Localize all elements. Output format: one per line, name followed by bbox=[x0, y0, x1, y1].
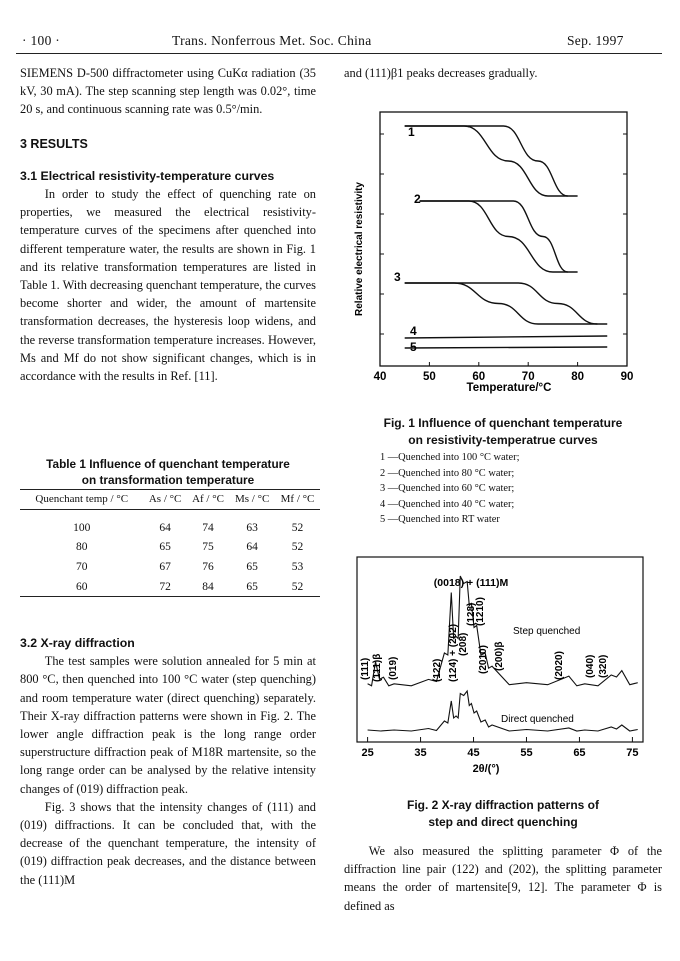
fig1-x-tick-label: 60 bbox=[472, 371, 486, 383]
issue-date: Sep. 1997 bbox=[567, 33, 624, 48]
fig1-note: 2 —Quenched into 80 °C water; bbox=[380, 467, 515, 479]
table-header-cell: Quenchant temp / °C bbox=[35, 493, 129, 505]
fig1-caption-line-2: on resistivity-temperatrue curves bbox=[408, 433, 598, 447]
left-column-bottom bbox=[20, 634, 316, 889]
fig2-caption-line-2: step and direct quenching bbox=[428, 815, 578, 829]
table-row bbox=[20, 518, 320, 538]
fig1-x-label: Temperature/°C bbox=[466, 382, 552, 394]
fig2-x-tick-label: 35 bbox=[414, 747, 427, 759]
fig2-x-tick-label: 45 bbox=[467, 747, 480, 759]
fig1-plot-box bbox=[380, 112, 627, 366]
fig2-peak-label: (2010) bbox=[478, 645, 489, 674]
fig1-x-tick-label: 70 bbox=[521, 371, 535, 383]
section-3-1-paragraph: In order to study the effect of quenching rate on properties, we measured the electrical resistivity-temperature curves of the specimens after quenched into different temperature water, the results are shown in Fig. 1 and its relative transformation temperatures are listed in Table 1. With decreasing quenchant temperature, the curves become shorter and wider, the amount of martensite transformation decreases, the hysteresis loop widens, and the reverse transformation temperature increases. However, Ms and Mf do not show significant changes, which is in accordance with the results in Ref. [11]. bbox=[20, 187, 317, 384]
table-cell: 65 bbox=[246, 580, 258, 593]
table-cell: 63 bbox=[246, 521, 258, 534]
table-row bbox=[20, 538, 320, 558]
table-header-cell: As / °C bbox=[148, 493, 182, 505]
fig1-curve-label: 5 bbox=[410, 340, 417, 354]
section-3-2-heading: 3.2 X-ray diffraction bbox=[20, 636, 135, 650]
table-row bbox=[20, 577, 320, 597]
intro-paragraph: SIEMENS D-500 diffractometer using CuKα radiation (35 kV, 30 mA). The step scanning step length was 0.02°, time 20 s, and continuous scanning rate was 0.5°/min. bbox=[20, 66, 316, 117]
right-top-line: and (111)β1 peaks decreases gradually. bbox=[344, 66, 538, 80]
section-3-heading: 3 RESULTS bbox=[20, 136, 88, 151]
fig2-x-ticks bbox=[361, 737, 638, 759]
fig2-peak-label: (122) bbox=[432, 658, 443, 682]
table-cell: 74 bbox=[202, 521, 214, 534]
table-cell: 52 bbox=[291, 580, 304, 593]
fig2-x-tick-label: 55 bbox=[520, 747, 533, 759]
table-top-rule bbox=[20, 489, 320, 490]
fig1-chart bbox=[344, 104, 662, 404]
fig1-frame bbox=[380, 112, 627, 366]
fig2-trace-direct bbox=[368, 691, 638, 731]
table-cell: 67 bbox=[159, 560, 171, 573]
table-cell: 60 bbox=[75, 580, 88, 593]
table-cell: 100 bbox=[73, 521, 91, 534]
table-cell: 52 bbox=[291, 521, 304, 534]
table-cell: 72 bbox=[159, 580, 171, 593]
fig2-peak-label: (200)β bbox=[494, 641, 505, 671]
fig2-peak-label: (320) bbox=[598, 654, 609, 678]
fig1-curve-label: 1 bbox=[408, 125, 415, 139]
fig1-curve-3-cooling bbox=[405, 283, 608, 324]
fig1-curve-5 bbox=[405, 347, 608, 348]
table-row bbox=[20, 557, 320, 577]
table-cell: 65 bbox=[246, 560, 258, 573]
fig2-peak-labels bbox=[360, 597, 609, 682]
fig2-peak-label: (111)β bbox=[372, 653, 383, 682]
fig1-curve-1-heating bbox=[405, 126, 568, 196]
journal-title: Trans. Nonferrous Met. Soc. China bbox=[172, 33, 372, 48]
page-number: · 100 · bbox=[22, 33, 61, 48]
table-1 bbox=[20, 492, 320, 597]
fig1-note: 4 —Quenched into 40 °C water; bbox=[380, 498, 515, 510]
fig2-x-tick-label: 25 bbox=[361, 747, 374, 759]
fig1-x-tick-label: 80 bbox=[571, 371, 584, 383]
section-3-1-heading: 3.1 Electrical resistivity-temperature curves bbox=[20, 168, 275, 183]
fig2-peak-label: (040) bbox=[585, 654, 596, 678]
fig1-curves bbox=[405, 126, 608, 348]
fig1-curve-2-heating bbox=[420, 201, 568, 272]
table-cell: 70 bbox=[75, 560, 88, 573]
table-cell: 76 bbox=[202, 560, 214, 573]
fig2-x-tick-label: 65 bbox=[573, 747, 586, 759]
fig1-curve-2-cooling bbox=[420, 201, 578, 272]
fig2-caption-line-1: Fig. 2 X-ray diffraction patterns of bbox=[406, 798, 600, 812]
fig1-x-tick-label: 40 bbox=[373, 371, 387, 383]
fig1-caption bbox=[344, 415, 662, 449]
table-cell: 52 bbox=[291, 541, 304, 554]
section-3-2-paragraph: The test samples were solution annealed for 5 min at 800 °C, then quenched into 100 °C water (step quenching) and room temperature water (direct quenching) separately. Their X-ray diffraction patterns were shown in Fig. 2. The lower angle diffraction peak is the long range order superstructure diffraction peak of M18R martensite, so the long range order can be analysed by the relative intensity changes of (019) diffraction peak. bbox=[20, 654, 316, 796]
table-cell: 53 bbox=[291, 560, 304, 573]
table-cell: 65 bbox=[159, 541, 171, 554]
table-cell: 84 bbox=[202, 580, 214, 593]
fig1-curve-1-cooling bbox=[405, 126, 578, 196]
fig1-curve-label: 4 bbox=[410, 324, 417, 338]
table-1-caption bbox=[20, 456, 316, 488]
table-cell: 64 bbox=[159, 521, 171, 534]
fig2-x-tick-label: 75 bbox=[626, 747, 639, 759]
table-header-cell: Mf / °C bbox=[280, 493, 315, 505]
fig1-curve-label: 3 bbox=[394, 270, 401, 284]
fig1-note: 1 —Quenched into 100 °C water; bbox=[380, 452, 520, 463]
fig1-notes bbox=[380, 450, 520, 528]
fig1-note: 5 —Quenched into RT water bbox=[380, 514, 500, 526]
fig2-peak-label: (124) + (202) bbox=[448, 623, 459, 682]
fig2-direct-label: Direct quenched bbox=[501, 714, 574, 725]
fig2-peak-top-label: (0018) + (111)M bbox=[433, 577, 509, 589]
fig2-caption bbox=[344, 797, 662, 831]
fig1-x-ticks bbox=[374, 362, 634, 383]
fig1-curve-labels bbox=[394, 125, 421, 354]
table-cell: 80 bbox=[75, 541, 88, 554]
fig1-y-label: Relative electrical resistivity bbox=[354, 182, 365, 316]
table-header-cell: Af / °C bbox=[192, 493, 224, 505]
fig2-peak-label: (2020) bbox=[554, 651, 565, 680]
fig2-chart bbox=[356, 556, 646, 778]
fig1-curve-label: 2 bbox=[414, 192, 421, 206]
table-cell: 75 bbox=[202, 541, 214, 554]
fig2-step-label: Step quenched bbox=[513, 626, 581, 637]
table-header-cell: Ms / °C bbox=[234, 493, 270, 505]
fig2-peak-label: (1210) bbox=[475, 597, 486, 626]
fig1-caption-line-1: Fig. 1 Influence of quenchant temperature bbox=[383, 416, 623, 430]
fig1-note: 3 —Quenched into 60 °C water; bbox=[380, 483, 515, 495]
right-bottom-paragraph: We also measured the splitting parameter Φ of the diffraction line pair (122) and (202), the splitting parameter means the order of martensite[9, 12]. The parameter Φ is defined as bbox=[344, 844, 662, 913]
fig1-x-tick-label: 50 bbox=[423, 371, 436, 383]
fig2-peak-label: (208) bbox=[458, 632, 469, 656]
header-rule bbox=[16, 53, 662, 54]
fig3-paragraph: Fig. 3 shows that the intensity changes of (111) and (019) diffractions. It can be concluded that, with the decrease of the quenchant temperature, the intensity of (019) diffraction peak decreases, and the distance between the (111)M bbox=[20, 799, 316, 887]
fig1-curve-4 bbox=[405, 336, 608, 338]
table-cell: 64 bbox=[246, 541, 258, 554]
fig2-peak-label: (111) bbox=[360, 657, 371, 680]
table-caption-line-1: Table 1 Influence of quenchant temperature bbox=[46, 457, 290, 471]
fig2-peak-label: (128) bbox=[466, 602, 477, 626]
fig2-x-label: 2θ/(°) bbox=[472, 763, 500, 775]
table-caption-line-2: on transformation temperature bbox=[81, 473, 255, 487]
fig2-peak-label: (019) bbox=[388, 656, 399, 680]
fig1-x-tick-label: 90 bbox=[620, 371, 634, 383]
left-column-top bbox=[20, 64, 316, 385]
table-header-row bbox=[20, 492, 320, 510]
